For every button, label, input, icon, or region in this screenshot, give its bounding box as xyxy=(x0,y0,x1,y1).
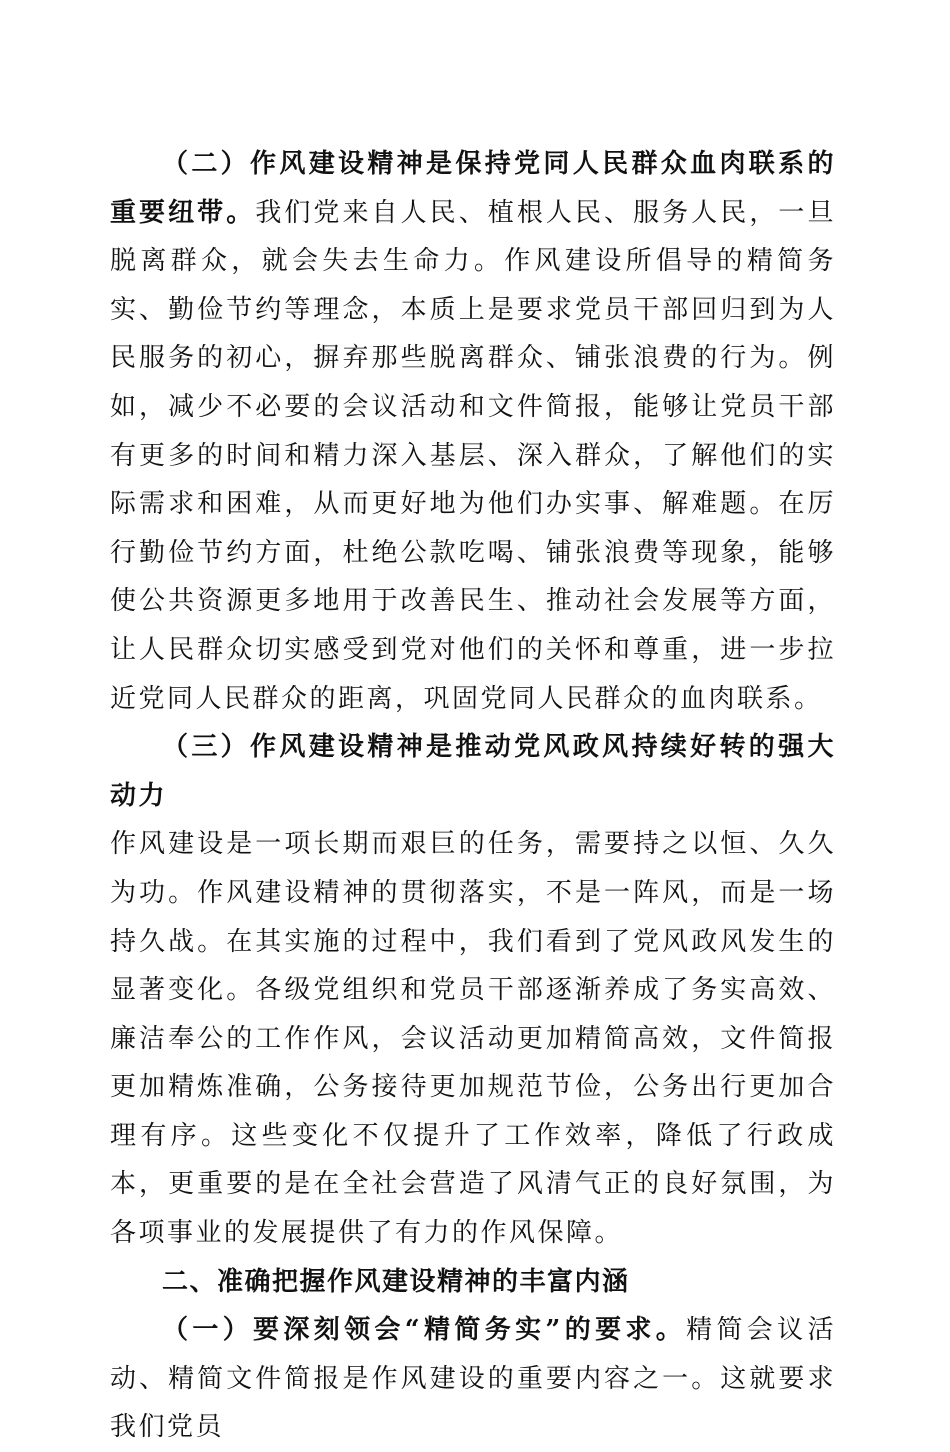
paragraph-three-text: 作风建设是一项长期而艰巨的任务，需要持之以恒、久久为功。作风建设精神的贯彻落实，不是一阵风，而是一场持久战。在其实施的过程中，我们看到了党风政风发生的显著变化。各级党组织和党员干部逐渐养成了务实高效、廉洁奉公的工作作风，会议活动更加精简高效，文件简报更加精炼准确，公务接待更加规范节俭，公务出行更加合理有序。这些变化不仅提升了工作效率，降低了行政成本，更重要的是在全社会营造了风清气正的良好氛围，为各项事业的发展提供了有力的作风保障。 xyxy=(110,829,836,1249)
paragraph-two xyxy=(110,140,836,723)
paragraph-three-heading xyxy=(110,723,836,820)
paragraph-section-two-one-body: 精简会议活动、精简文件简报是作风建设的重要内容之一。这就要求我们党员 xyxy=(110,1315,836,1443)
paragraph-three-lead: （三）作风建设精神是推动党风政风持续好转的强大动力 xyxy=(110,732,836,811)
paragraph-section-two-one-lead: （一）要深刻领会“精简务实”的要求。 xyxy=(162,1315,687,1346)
section-heading-two: 二、准确把握作风建设精神的丰富内涵 xyxy=(162,1266,630,1297)
paragraph-two-body: 我们党来自人民、植根人民、服务人民，一旦脱离群众，就会失去生命力。作风建设所倡导的精简务实、勤俭节约等理念，本质上是要求党员干部回归到为人民服务的初心，摒弃那些脱离群众、铺张浪费的行为。例如，减少不必要的会议活动和文件简报，能够让党员干部有更多的时间和精力深入基层、深入群众，了解他们的实际需求和困难，从而更好地为他们办实事、解难题。在厉行勤俭节约方面，杜绝公款吃喝、铺张浪费等现象，能够使公共资源更多地用于改善民生、推动社会发展等方面，让人民群众切实感受到党对他们的关怀和尊重，进一步拉近党同人民群众的距离，巩固党同人民群众的血肉联系。 xyxy=(110,197,836,714)
paragraph-two-lead: （二）作风建设精神是保持党同人民群众血肉联系的重要纽带。 xyxy=(110,149,836,228)
paragraph-three-body xyxy=(110,820,836,1257)
document-body xyxy=(110,140,836,1452)
paragraph-section-two-one xyxy=(110,1306,836,1452)
